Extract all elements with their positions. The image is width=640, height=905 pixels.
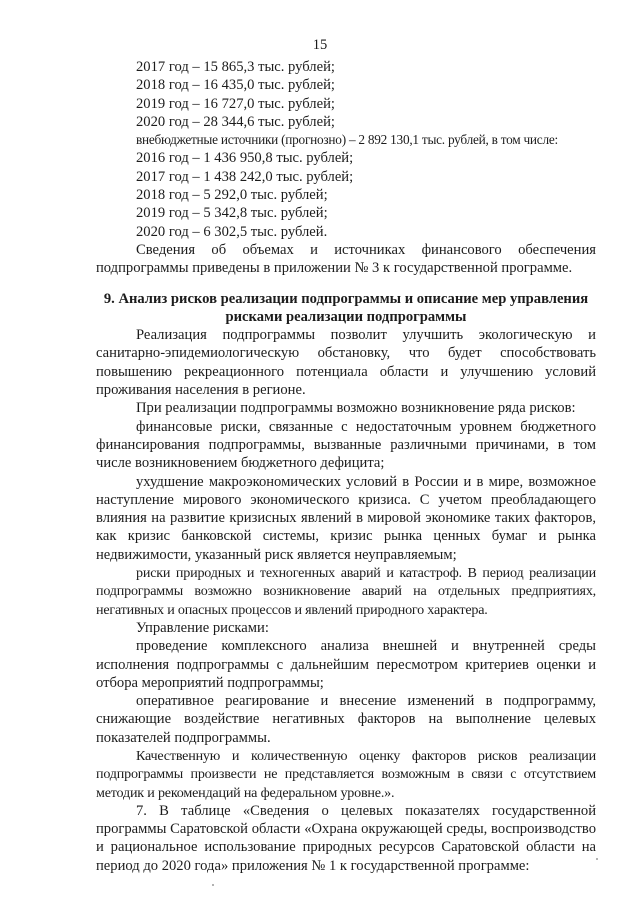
paragraph: ухудшение макроэкономических условий в России и в мире, возможное наступление мирового экономического кризиса. С учетом преобладающего влияния на развитие кризисных явлений в мировой экономике таких факторов, как кризис банковской системы, кризис рынка ценных бумаг и рынка недвижимости, указанный риск является неуправляемым; [96,473,596,563]
scan-speck [212,884,214,886]
paragraph: финансовые риски, связанные с недостаточным уровнем бюджетного финансирования подпрограммы, вызванные различными причинами, в том числе возникновением бюджетного дефицита; [96,418,596,472]
paragraph: проведение комплексного анализа внешней и внутренней среды исполнения подпрограммы с дальнейшим пересмотром критериев оценки и отбора мероприятий подпрограммы; [96,638,596,691]
funding-line: 2020 год – 6 302,5 тыс. рублей. [136,223,328,240]
paragraph: оперативное реагирование и внесение изменений в подпрограмму, снижающие воздействие негативных факторов на выполнение целевых показателей подпрограммы. [96,693,596,746]
paragraph: Управление рисками: [136,619,269,636]
scan-speck [596,858,598,860]
funding-line: 2019 год – 16 727,0 тыс. рублей; [136,95,335,112]
page-number: 15 [312,37,328,53]
funding-line: 2018 год – 16 435,0 тыс. рублей; [136,77,335,94]
funding-line: 2018 год – 5 292,0 тыс. рублей; [136,187,328,204]
page-content [96,58,596,875]
funding-line: 2017 год – 1 438 242,0 тыс. рублей; [136,168,354,185]
funding-line: 2019 год – 5 342,8 тыс. рублей; [136,205,328,222]
funding-line: 2020 год – 28 344,6 тыс. рублей; [136,113,335,130]
paragraph: 7. В таблице «Сведения о целевых показателях государственной программы Саратовской области «Охрана окружающей среды, воспроизводство и рациональное использование природных ресурсов Саратовской области на период до 2020 года» приложения № 1 к государственной программе: [96,802,596,874]
paragraph: Реализация подпрограммы позволит улучшить экологическую и санитарно-эпидемиологическую обстановку, что будет способствовать повышению рекреационного потенциала области и улучшению условий проживания населения в регионе. [96,327,596,399]
funding-line: 2017 год – 15 865,3 тыс. рублей; [136,59,335,75]
funding-line-extrabudgetary: внебюджетные источники (прогнозно) – 2 892 130,1 тыс. рублей, в том числе: [136,132,558,148]
paragraph: Качественную и количественную оценку факторов рисков реализации подпрограммы произвести не представляется возможным в связи с отсутствием методик и рекомендаций на федеральном уровне.». [96,747,596,801]
paragraph: При реализации подпрограммы возможно возникновение ряда рисков: [136,400,576,417]
paragraph: риски природных и техногенных аварий и катастроф. В период реализации подпрограммы возможно возникновение аварий на отдельных предприятиях, негативных и опасных процессов и явлений природного характера. [96,565,596,618]
funding-line: 2016 год – 1 436 950,8 тыс. рублей; [136,150,354,167]
section-heading: 9. Анализ рисков реализации подпрограммы и описание мер управления рисками реализации подпрограммы [103,290,589,325]
funding-note: Сведения об объемах и источниках финансового обеспечения подпрограммы приведены в приложении № 3 к государственной программе. [96,241,596,277]
